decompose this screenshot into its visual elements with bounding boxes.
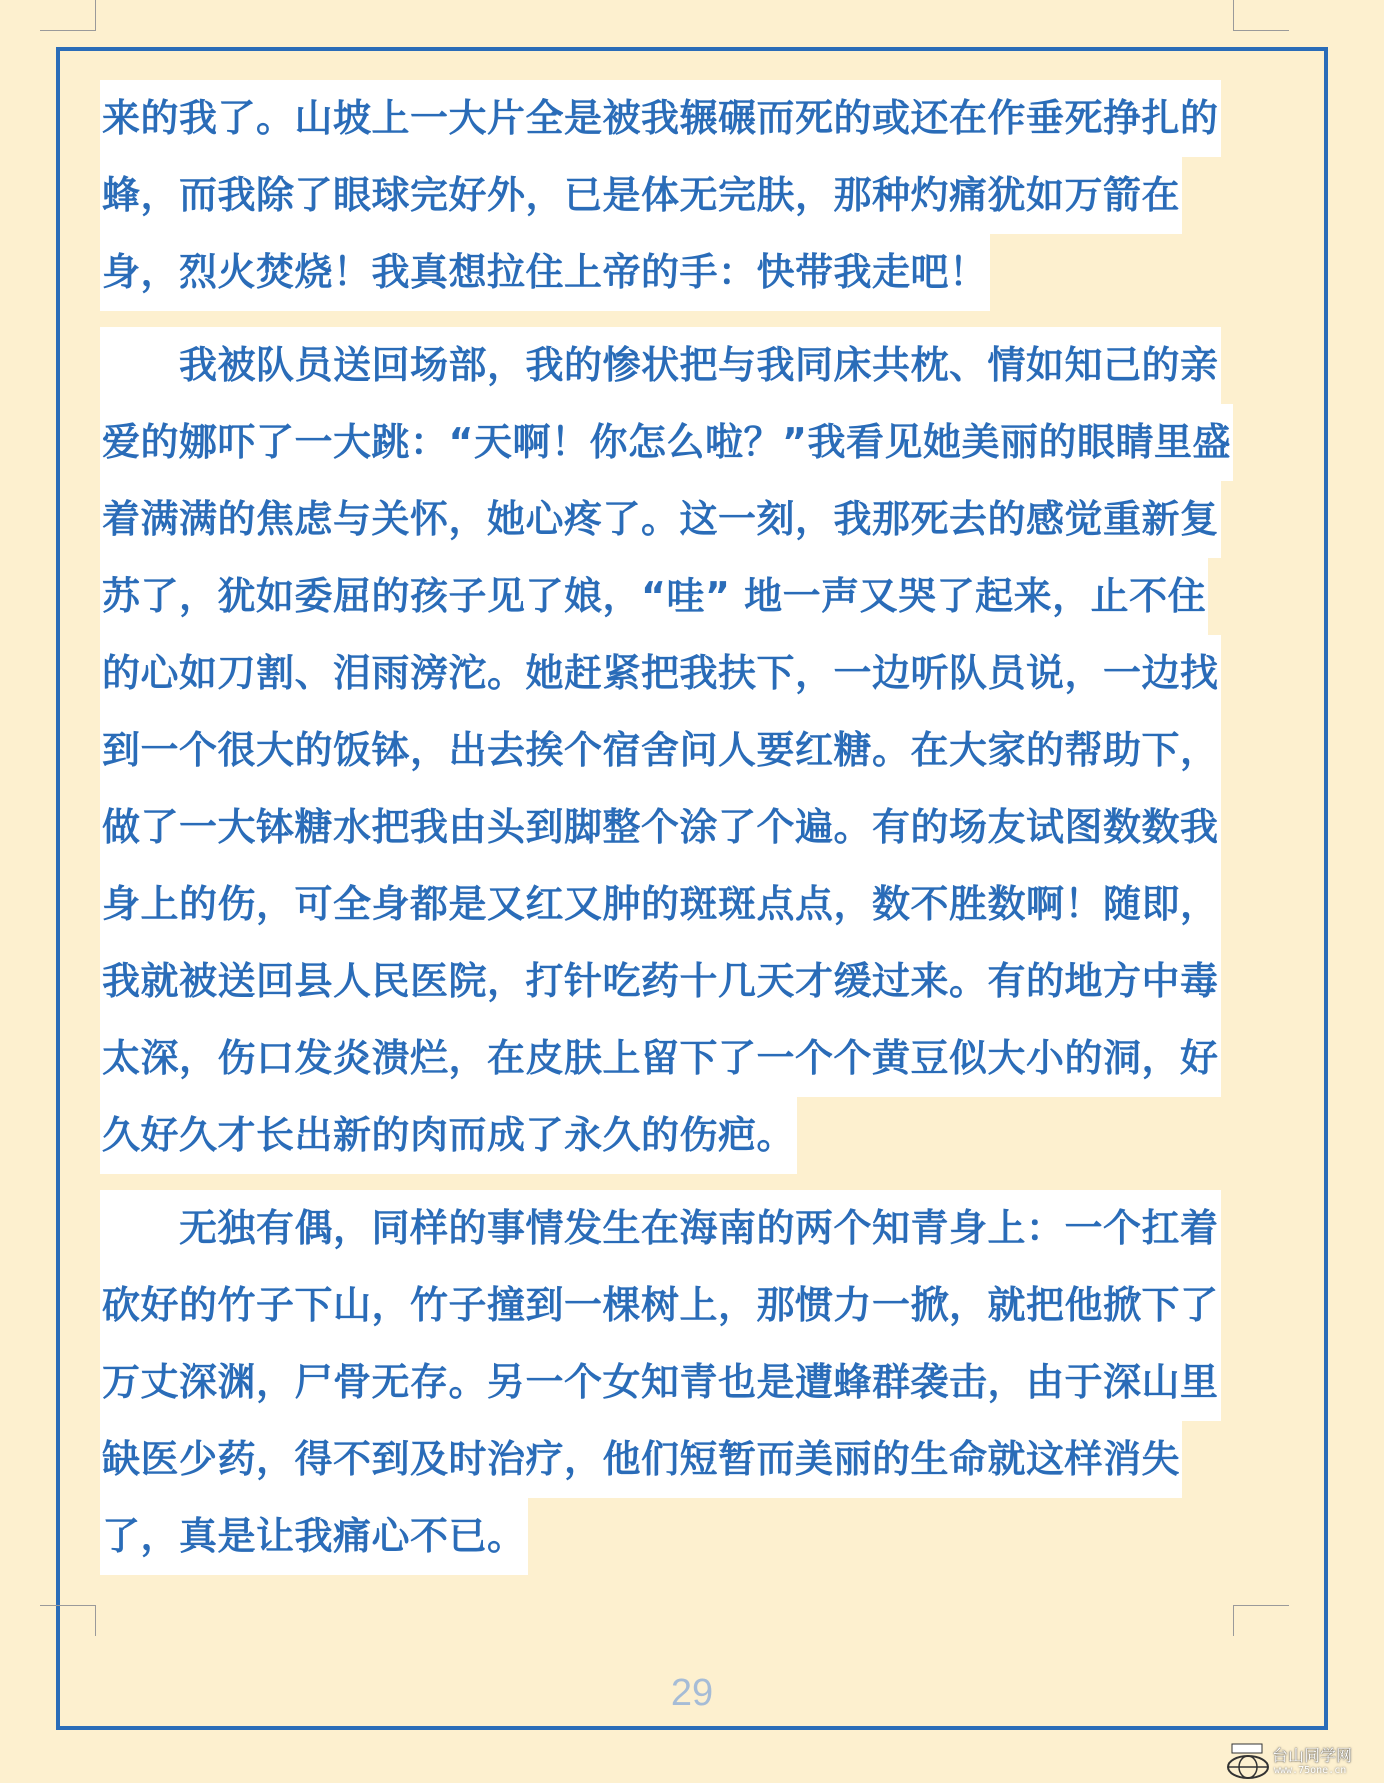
watermark-site-url: www.75one.cn: [1274, 1765, 1347, 1776]
text-line: [100, 80, 1285, 157]
text-line: [100, 1020, 1285, 1097]
highlighted-text: 做了一大钵糖水把我由头到脚整个涂了个遍。有的场友试图数数我: [100, 789, 1221, 866]
highlighted-text: 身，烈火焚烧！我真想拉住上帝的手：快带我走吧！: [100, 234, 990, 311]
paragraph: [100, 1190, 1285, 1575]
highlighted-text: 砍好的竹子下山，竹子撞到一棵树上，那惯力一掀，就把他掀下了: [100, 1267, 1221, 1344]
highlighted-text: 我就被送回县人民医院，打针吃药十几天才缓过来。有的地方中毒: [100, 943, 1221, 1020]
highlighted-text: 爱的娜吓了一大跳：“天啊！你怎么啦？”我看见她美丽的眼睛里盛: [100, 404, 1233, 481]
text-line: [100, 866, 1285, 943]
text-line: [100, 234, 1285, 311]
highlighted-text: 久好久才长出新的肉而成了永久的伤疤。: [100, 1097, 797, 1174]
text-line: [100, 635, 1285, 712]
highlighted-text: 来的我了。山坡上一大片全是被我辗碾而死的或还在作垂死挣扎的: [100, 80, 1221, 157]
crop-mark-top-right: [1233, 0, 1289, 31]
text-line: [100, 157, 1285, 234]
text-line: [100, 943, 1285, 1020]
highlighted-text: 了，真是让我痛心不已。: [100, 1498, 528, 1575]
crop-mark-bottom-left: [40, 1605, 96, 1636]
watermark-site-name: 台山同学网: [1272, 1746, 1353, 1765]
crop-mark-bottom-right: [1233, 1605, 1289, 1636]
highlighted-text: 我被队员送回场部，我的惨状把与我同床共枕、情如知己的亲: [100, 327, 1221, 404]
text-line: [100, 789, 1285, 866]
highlighted-text: 缺医少药，得不到及时治疗，他们短暂而美丽的生命就这样消失: [100, 1421, 1182, 1498]
text-line: [100, 712, 1285, 789]
highlighted-text: 万丈深渊，尸骨无存。另一个女知青也是遭蜂群袭击，由于深山里: [100, 1344, 1221, 1421]
highlighted-text: 着满满的焦虑与关怀，她心疼了。这一刻，我那死去的感觉重新复: [100, 481, 1221, 558]
text-line: [100, 404, 1285, 481]
highlighted-text: 到一个很大的饭钵，出去挨个宿舍问人要红糖。在大家的帮助下，: [100, 712, 1221, 789]
highlighted-text: 蜂，而我除了眼球完好外，已是体无完肤，那种灼痛犹如万箭在: [100, 157, 1182, 234]
highlighted-text: 无独有偶，同样的事情发生在海南的两个知青身上：一个扛着: [100, 1190, 1221, 1267]
paragraph: [100, 80, 1285, 311]
body-text: [100, 80, 1285, 1575]
crop-mark-top-left: [40, 0, 96, 31]
text-line: [100, 558, 1285, 635]
highlighted-text: 苏了，犹如委屈的孩子见了娘，“哇” 地一声又哭了起来，止不住: [100, 558, 1208, 635]
text-line: [100, 1190, 1285, 1267]
text-line: [100, 1421, 1285, 1498]
text-line: [100, 1267, 1285, 1344]
page-number: 29: [670, 1672, 714, 1714]
text-line: [100, 481, 1285, 558]
text-line: [100, 1344, 1285, 1421]
highlighted-text: 的心如刀割、泪雨滂沱。她赶紧把我扶下，一边听队员说，一边找: [100, 635, 1221, 712]
text-line: [100, 1498, 1285, 1575]
text-line: [100, 327, 1285, 404]
paragraph: [100, 327, 1285, 1174]
highlighted-text: 太深，伤口发炎溃烂，在皮肤上留下了一个个黄豆似大小的洞，好: [100, 1020, 1221, 1097]
highlighted-text: 身上的伤，可全身都是又红又肿的斑斑点点，数不胜数啊！随即，: [100, 866, 1221, 943]
site-watermark: [1222, 1741, 1382, 1781]
globe-logo-icon: [1222, 1741, 1270, 1781]
text-line: [100, 1097, 1285, 1174]
